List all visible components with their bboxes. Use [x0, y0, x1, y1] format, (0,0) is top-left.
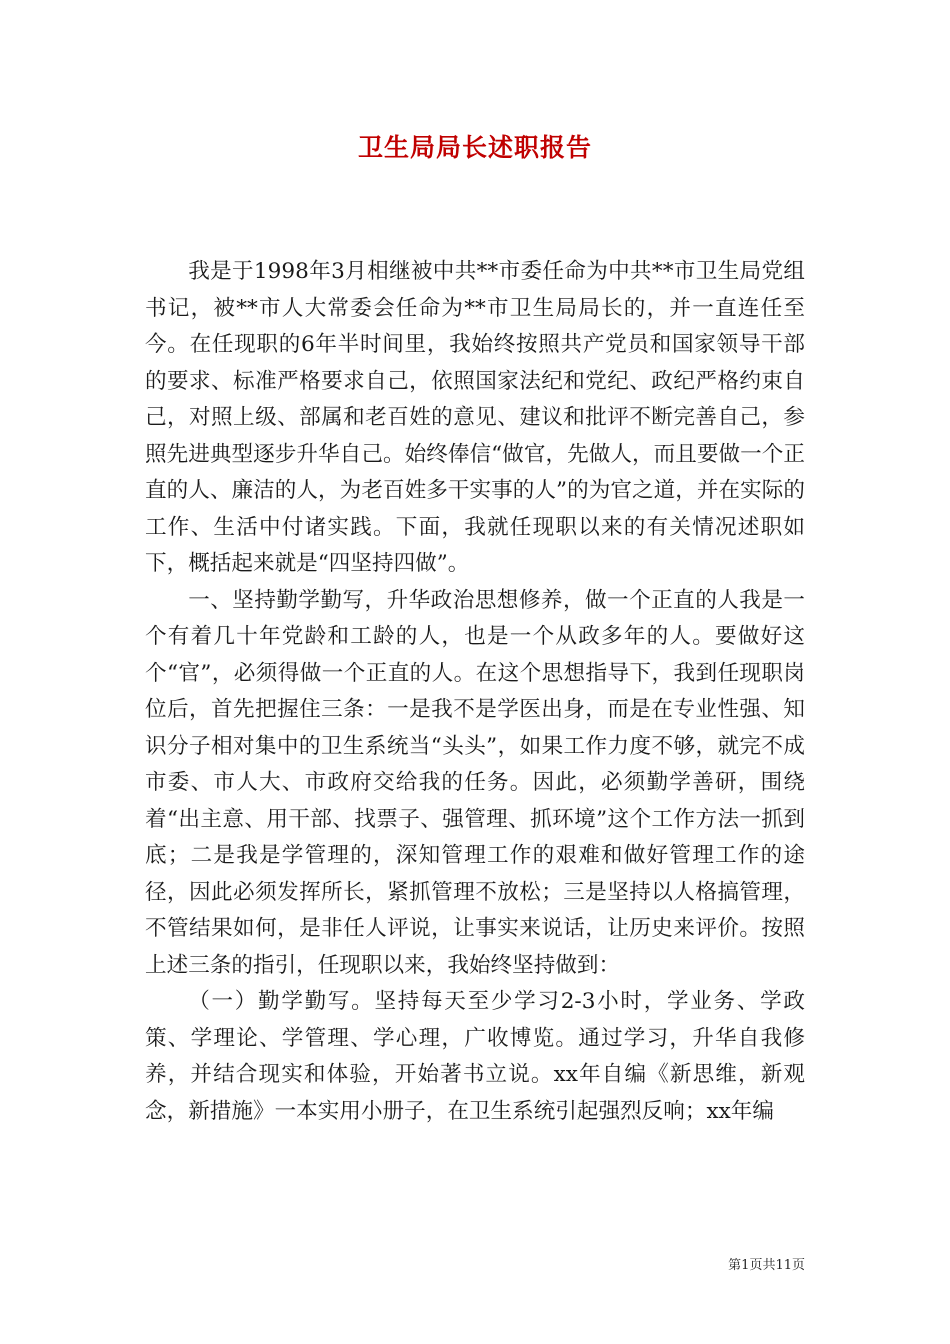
- paragraph-section-one: 一、坚持勤学勤写，升华政治思想修养，做一个正直的人我是一个有着几十年党龄和工龄的人，也是一个从政多年的人。要做好这个“官”，必须得做一个正直的人。在这个思想指导下，我到任现职岗位后，首先把握住三条：一是我不是学医出身，而是在专业性强、知识分子相对集中的卫生系统当“头头”，如果工作力度不够，就完不成市委、市人大、市政府交给我的任务。因此，必须勤学善研，围绕着“出主意、用干部、找票子、强管理、抓环境”这个工作方法一抓到底；二是我是学管理的，深知管理工作的艰难和做好管理工作的途径，因此必须发挥所长，紧抓管理不放松；三是坚持以人格搞管理，不管结果如何，是非任人评说，让事实来说话，让历史来评价。按照上述三条的指引，任现职以来，我始终坚持做到：: [145, 587, 805, 978]
- paragraph-subsection-one: （一）勤学勤写。坚持每天至少学习2-3小时，学业务、学政策、学理论、学管理、学心理，广收博览。通过学习，升华自我修养，并结合现实和体验，开始著书立说。xx年自编《新思维，新观念，新措施》一本实用小册子，在卫生系统引起强烈反响；xx年编: [145, 989, 805, 1124]
- paragraph-intro: 我是于1998年3月相继被中共**市委任命为中共**市卫生局党组书记，被**市人大常委会任命为**市卫生局局长的，并一直连任至今。在任现职的6年半时间里，我始终按照共产党员和国家领导干部的要求、标准严格要求自己，依照国家法纪和党纪、政纪严格约束自己，对照上级、部属和老百姓的意见、建议和批评不断完善自己，参照先进典型逐步升华自己。始终俸信“做官，先做人，而且要做一个正直的人、廉洁的人，为老百姓多干实事的人”的为官之道，并在实际的工作、生活中付诸实践。下面，我就任现职以来的有关情况述职如下，概括起来就是“四坚持四做”。: [145, 259, 805, 576]
- document-title: 卫生局局长述职报告: [357, 133, 592, 162]
- document-body: [145, 254, 805, 1130]
- page-number: 第1页共11页: [728, 1258, 805, 1273]
